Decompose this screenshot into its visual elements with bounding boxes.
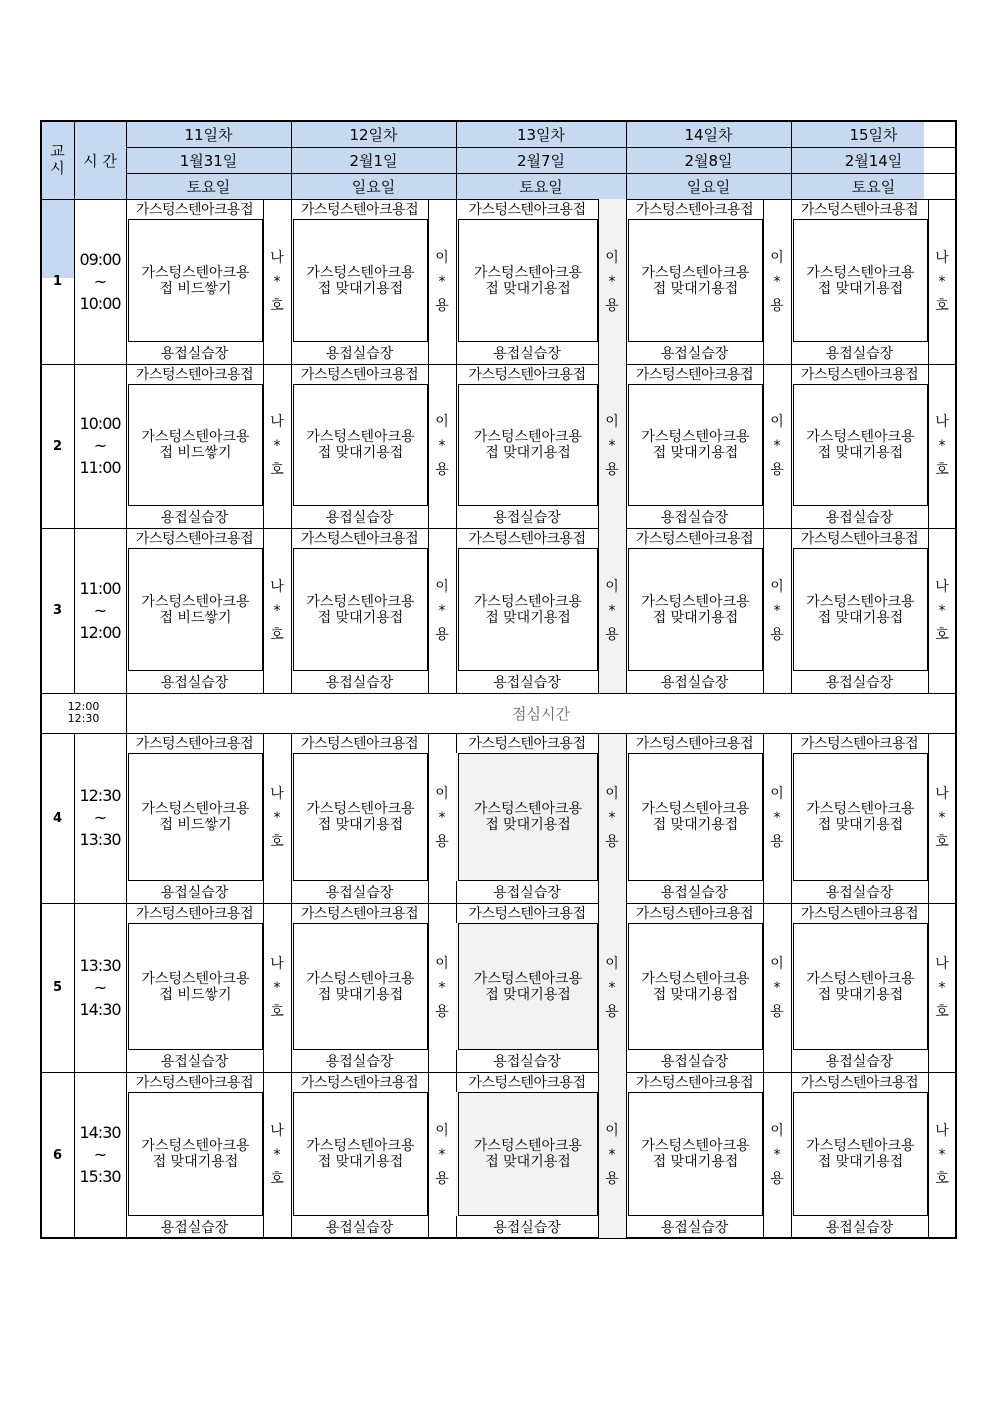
subject-place: 용접실습장 <box>325 1220 394 1236</box>
day-number: 12일차 <box>349 125 398 144</box>
grid-line <box>598 199 599 364</box>
instructor-name: 나 * 호 <box>935 1123 949 1187</box>
time-sep: ~ <box>93 436 107 455</box>
grid-line <box>598 1072 599 1238</box>
subject-place: 용접실습장 <box>493 885 561 901</box>
grid-line <box>956 528 957 693</box>
subject-top: 가스텅스텐아크용접 <box>300 906 419 922</box>
grid-line <box>291 121 292 199</box>
subject-top: 가스텅스텐아크용접 <box>300 736 419 752</box>
grid-line <box>791 528 792 693</box>
grid-line <box>263 903 264 1072</box>
grid-line <box>626 364 627 528</box>
grid-line <box>74 121 75 199</box>
grid-line <box>626 528 627 693</box>
time-end: 10:00 <box>79 293 121 313</box>
subject-top: 가스텅스텐아크용접 <box>135 202 254 218</box>
time-start: 11:00 <box>79 578 121 598</box>
subject-main: 가스텅스텐아크용 접 맞대기용접 <box>793 1092 928 1216</box>
subject-main: 가스텅스텐아크용 접 비드쌓기 <box>128 384 263 506</box>
subject-main: 가스텅스텐아크용 접 맞대기용접 <box>628 1092 763 1216</box>
day-weekday: 토요일 <box>186 177 231 196</box>
instructor-name: 이 * 용 <box>605 578 619 643</box>
day-weekday: 일요일 <box>686 177 731 196</box>
subject-top: 가스텅스텐아크용접 <box>468 906 586 922</box>
period-header: 교 시 <box>50 142 65 177</box>
day-weekday: 토요일 <box>519 177 563 196</box>
subject-place: 용접실습장 <box>493 675 561 691</box>
time-header: 시 간 <box>83 151 117 170</box>
day-date: 2월8일 <box>684 151 733 170</box>
subject-main: 가스텅스텐아크용 접 맞대기용접 <box>293 923 428 1050</box>
subject-main: 가스텅스텐아크용 접 비드쌓기 <box>128 548 263 671</box>
subject-place: 용접실습장 <box>325 510 394 526</box>
grid-line <box>263 528 264 693</box>
period-number: 4 <box>52 810 63 826</box>
instructor-name: 나 * 호 <box>270 578 284 643</box>
instructor-name: 이 * 용 <box>435 1123 449 1187</box>
subject-place: 용접실습장 <box>660 510 729 526</box>
grid-line <box>291 364 292 528</box>
subject-main: 가스텅스텐아크용 접 비드쌓기 <box>128 219 263 342</box>
subject-main: 가스텅스텐아크용 접 맞대기용접 <box>628 548 763 671</box>
time-end: 12:00 <box>79 622 121 642</box>
subject-main: 가스텅스텐아크용 접 맞대기용접 <box>458 548 598 671</box>
subject-place: 용접실습장 <box>660 1220 729 1236</box>
grid-line <box>428 199 429 364</box>
grid-line <box>456 528 457 693</box>
subject-main: 가스텅스텐아크용 접 맞대기용접 <box>628 753 763 881</box>
instructor-name: 이 * 용 <box>770 955 784 1020</box>
subject-place: 용접실습장 <box>160 510 229 526</box>
time-end: 11:00 <box>79 458 121 477</box>
instructor-name: 이 * 용 <box>435 786 449 850</box>
subject-top: 가스텅스텐아크용접 <box>635 736 754 752</box>
subject-top: 가스텅스텐아크용접 <box>468 202 586 218</box>
period-time <box>74 528 126 693</box>
subject-place: 용접실습장 <box>825 346 894 362</box>
instructor-name: 이 * 용 <box>605 786 619 850</box>
period-time <box>74 199 126 364</box>
grid-line <box>126 147 956 148</box>
subject-main: 가스텅스텐아크용 접 맞대기용접 <box>793 753 928 881</box>
subject-place: 용접실습장 <box>160 346 229 362</box>
subject-top: 가스텅스텐아크용접 <box>635 1075 754 1091</box>
subject-top: 가스텅스텐아크용접 <box>135 367 254 383</box>
instructor-name: 이 * 용 <box>605 1123 619 1187</box>
period-number: 6 <box>52 1147 63 1163</box>
grid-line <box>956 733 957 903</box>
instructor-name: 나 * 호 <box>270 414 284 478</box>
subject-main: 가스텅스텐아크용 접 맞대기용접 <box>628 923 763 1050</box>
subject-place: 용접실습장 <box>825 1220 894 1236</box>
instructor-name: 나 * 호 <box>935 249 949 314</box>
subject-top: 가스텅스텐아크용접 <box>635 202 754 218</box>
grid-line <box>791 199 792 364</box>
instructor-name: 나 * 호 <box>935 955 949 1020</box>
subject-top: 가스텅스텐아크용접 <box>468 367 586 383</box>
day-date: 2월14일 <box>844 151 903 170</box>
period-time <box>74 364 126 528</box>
subject-place: 용접실습장 <box>493 1054 561 1070</box>
grid-line <box>291 1072 292 1238</box>
grid-line <box>626 733 627 903</box>
subject-place: 용접실습장 <box>160 675 229 691</box>
subject-place: 용접실습장 <box>160 1054 229 1070</box>
day-date: 1월31일 <box>179 151 238 170</box>
grid-line <box>428 733 429 903</box>
grid-line <box>428 364 429 528</box>
grid-line <box>428 1072 429 1238</box>
subject-place: 용접실습장 <box>493 1220 561 1236</box>
subject-main: 가스텅스텐아크용 접 맞대기용접 <box>293 384 428 506</box>
subject-main: 가스텅스텐아크용 접 맞대기용접 <box>293 548 428 671</box>
instructor-name: 이 * 용 <box>435 414 449 478</box>
grid-line <box>456 364 457 528</box>
subject-main: 가스텅스텐아크용 접 맞대기용접 <box>628 219 763 342</box>
lunch-time: 12:00 12:30 <box>67 700 100 725</box>
subject-main: 가스텅스텐아크용 접 맞대기용접 <box>293 753 428 881</box>
instructor-name: 나 * 호 <box>935 786 949 850</box>
subject-place: 용접실습장 <box>493 510 561 526</box>
grid-line <box>928 903 929 1072</box>
period-time <box>74 903 126 1072</box>
subject-top: 가스텅스텐아크용접 <box>635 906 754 922</box>
subject-main: 가스텅스텐아크용 접 맞대기용접 <box>793 219 928 342</box>
grid-line <box>291 199 292 364</box>
subject-top: 가스텅스텐아크용접 <box>468 531 586 547</box>
grid-line <box>956 1072 957 1238</box>
subject-place: 용접실습장 <box>660 346 729 362</box>
day-date: 2월7일 <box>516 151 566 170</box>
period-number: 5 <box>52 980 63 995</box>
instructor-name: 나 * 호 <box>935 578 949 643</box>
grid-line <box>928 364 929 528</box>
subject-main: 가스텅스텐아크용 접 맞대기용접 <box>293 219 428 342</box>
subject-top: 가스텅스텐아크용접 <box>800 1075 919 1091</box>
subject-top: 가스텅스텐아크용접 <box>800 906 919 922</box>
time-sep: ~ <box>93 808 107 827</box>
subject-main: 가스텅스텐아크용 접 맞대기용접 <box>628 384 763 506</box>
subject-main: 가스텅스텐아크용 접 맞대기용접 <box>458 384 598 506</box>
subject-place: 용접실습장 <box>160 1220 229 1236</box>
grid-line <box>428 903 429 1072</box>
grid-line <box>763 364 764 528</box>
grid-line <box>928 733 929 903</box>
grid-line <box>791 364 792 528</box>
subject-main: 가스텅스텐아크용 접 맞대기용접 <box>793 548 928 671</box>
grid-line <box>956 903 957 1072</box>
subject-main: 가스텅스텐아크용 접 맞대기용접 <box>793 384 928 506</box>
grid-line <box>763 733 764 903</box>
grid-line <box>263 1072 264 1238</box>
instructor-name: 이 * 용 <box>605 249 619 314</box>
instructor-name: 이 * 용 <box>770 414 784 478</box>
grid-line <box>263 199 264 364</box>
grid-line <box>928 199 929 364</box>
time-start: 14:30 <box>79 1123 121 1142</box>
day-number: 11일차 <box>184 125 233 144</box>
grid-line <box>126 121 127 199</box>
day-weekday: 일요일 <box>351 177 396 196</box>
instructor-name: 나 * 호 <box>935 414 949 478</box>
time-sep: ~ <box>93 600 107 620</box>
period-time <box>74 1072 126 1238</box>
day-date: 2월1일 <box>349 151 398 170</box>
time-sep: ~ <box>93 1145 107 1164</box>
subject-place: 용접실습장 <box>660 1054 729 1070</box>
grid-line <box>956 121 957 199</box>
subject-top: 가스텅스텐아크용접 <box>800 736 919 752</box>
time-start: 10:00 <box>79 414 121 433</box>
grid-line <box>126 199 127 1238</box>
subject-top: 가스텅스텐아크용접 <box>635 367 754 383</box>
subject-top: 가스텅스텐아크용접 <box>300 202 419 218</box>
subject-place: 용접실습장 <box>160 885 229 901</box>
instructor-name: 이 * 용 <box>435 249 449 314</box>
subject-top: 가스텅스텐아크용접 <box>300 367 419 383</box>
subject-place: 용접실습장 <box>493 346 561 362</box>
subject-top: 가스텅스텐아크용접 <box>135 531 254 547</box>
subject-top: 가스텅스텐아크용접 <box>135 906 254 922</box>
grid-line <box>291 733 292 903</box>
period-number: 1 <box>52 274 63 289</box>
subject-top: 가스텅스텐아크용접 <box>800 531 919 547</box>
subject-place: 용접실습장 <box>325 346 394 362</box>
time-sep: ~ <box>93 271 107 291</box>
grid-line <box>126 173 956 174</box>
grid-line <box>263 364 264 528</box>
grid-line <box>626 903 627 1072</box>
instructor-name: 이 * 용 <box>435 955 449 1020</box>
subject-main: 가스텅스텐아크용 접 비드쌓기 <box>128 753 263 881</box>
time-start: 13:30 <box>79 955 121 975</box>
grid-line <box>598 733 599 903</box>
subject-main: 가스텅스텐아크용 접 맞대기용접 <box>458 1092 598 1216</box>
time-end: 14:30 <box>79 999 121 1019</box>
subject-main: 가스텅스텐아크용 접 비드쌓기 <box>128 923 263 1050</box>
subject-top: 가스텅스텐아크용접 <box>135 1075 254 1091</box>
time-start: 09:00 <box>79 249 121 269</box>
instructor-name: 나 * 호 <box>270 786 284 850</box>
instructor-name: 이 * 용 <box>435 578 449 643</box>
grid-line <box>291 903 292 1072</box>
subject-place: 용접실습장 <box>660 675 729 691</box>
subject-top: 가스텅스텐아크용접 <box>800 202 919 218</box>
instructor-name: 이 * 용 <box>605 414 619 478</box>
time-start: 12:30 <box>79 786 121 805</box>
subject-main: 가스텅스텐아크용 접 맞대기용접 <box>458 753 598 881</box>
period-time <box>74 733 126 903</box>
grid-line <box>791 121 792 199</box>
grid-line <box>41 733 956 734</box>
grid-line <box>598 364 599 528</box>
subject-top: 가스텅스텐아크용접 <box>300 531 419 547</box>
subject-main: 가스텅스텐아크용 접 맞대기용접 <box>458 219 598 342</box>
subject-place: 용접실습장 <box>825 510 894 526</box>
day-number: 15일차 <box>849 125 898 144</box>
subject-top: 가스텅스텐아크용접 <box>135 736 254 752</box>
instructor-name: 이 * 용 <box>605 955 619 1020</box>
subject-main: 가스텅스텐아크용 접 맞대기용접 <box>293 1092 428 1216</box>
time-sep: ~ <box>93 977 107 997</box>
subject-top: 가스텅스텐아크용접 <box>468 1075 586 1091</box>
subject-top: 가스텅스텐아크용접 <box>635 531 754 547</box>
grid-line <box>291 528 292 693</box>
grid-line <box>263 733 264 903</box>
lunch-label: 점심시간 <box>512 704 570 723</box>
subject-place: 용접실습장 <box>325 885 394 901</box>
instructor-name: 이 * 용 <box>770 249 784 314</box>
instructor-name: 나 * 호 <box>270 249 284 314</box>
grid-line <box>626 1072 627 1238</box>
grid-line <box>956 199 957 364</box>
instructor-name: 나 * 호 <box>270 955 284 1020</box>
grid-line <box>456 199 457 364</box>
day-weekday: 토요일 <box>851 177 896 196</box>
grid-line <box>928 528 929 693</box>
subject-main: 가스텅스텐아크용 접 맞대기용접 <box>458 923 598 1050</box>
grid-line <box>74 733 75 1238</box>
subject-main: 가스텅스텐아크용 접 맞대기용접 <box>793 923 928 1050</box>
grid-line <box>763 903 764 1072</box>
instructor-name: 이 * 용 <box>770 786 784 850</box>
subject-main: 가스텅스텐아크용 접 맞대기용접 <box>128 1092 263 1216</box>
subject-place: 용접실습장 <box>660 885 729 901</box>
grid-line <box>598 903 599 1072</box>
instructor-name: 나 * 호 <box>270 1123 284 1187</box>
grid-line <box>791 733 792 903</box>
instructor-name: 이 * 용 <box>770 1123 784 1187</box>
grid-line <box>763 1072 764 1238</box>
subject-place: 용접실습장 <box>325 1054 394 1070</box>
grid-line <box>791 903 792 1072</box>
time-end: 15:30 <box>79 1167 121 1186</box>
grid-line <box>956 364 957 528</box>
instructor-name: 이 * 용 <box>770 578 784 643</box>
grid-line <box>763 199 764 364</box>
subject-top: 가스텅스텐아크용접 <box>800 367 919 383</box>
subject-top: 가스텅스텐아크용접 <box>300 1075 419 1091</box>
grid-line <box>428 528 429 693</box>
period-number: 2 <box>52 438 63 454</box>
subject-top: 가스텅스텐아크용접 <box>468 736 586 752</box>
grid-line <box>41 1238 956 1239</box>
subject-place: 용접실습장 <box>325 675 394 691</box>
day-number: 14일차 <box>684 125 733 144</box>
grid-line <box>763 528 764 693</box>
schedule-table <box>40 120 957 1239</box>
grid-line <box>791 1072 792 1238</box>
time-end: 13:30 <box>79 830 121 849</box>
grid-line <box>626 121 627 199</box>
period-number: 3 <box>52 603 63 618</box>
day-number: 13일차 <box>516 125 566 144</box>
grid-line <box>928 1072 929 1238</box>
grid-line <box>74 199 75 693</box>
subject-place: 용접실습장 <box>825 1054 894 1070</box>
subject-place: 용접실습장 <box>825 885 894 901</box>
grid-line <box>456 121 457 199</box>
subject-place: 용접실습장 <box>825 675 894 691</box>
grid-line <box>626 199 627 364</box>
grid-line <box>598 528 599 693</box>
